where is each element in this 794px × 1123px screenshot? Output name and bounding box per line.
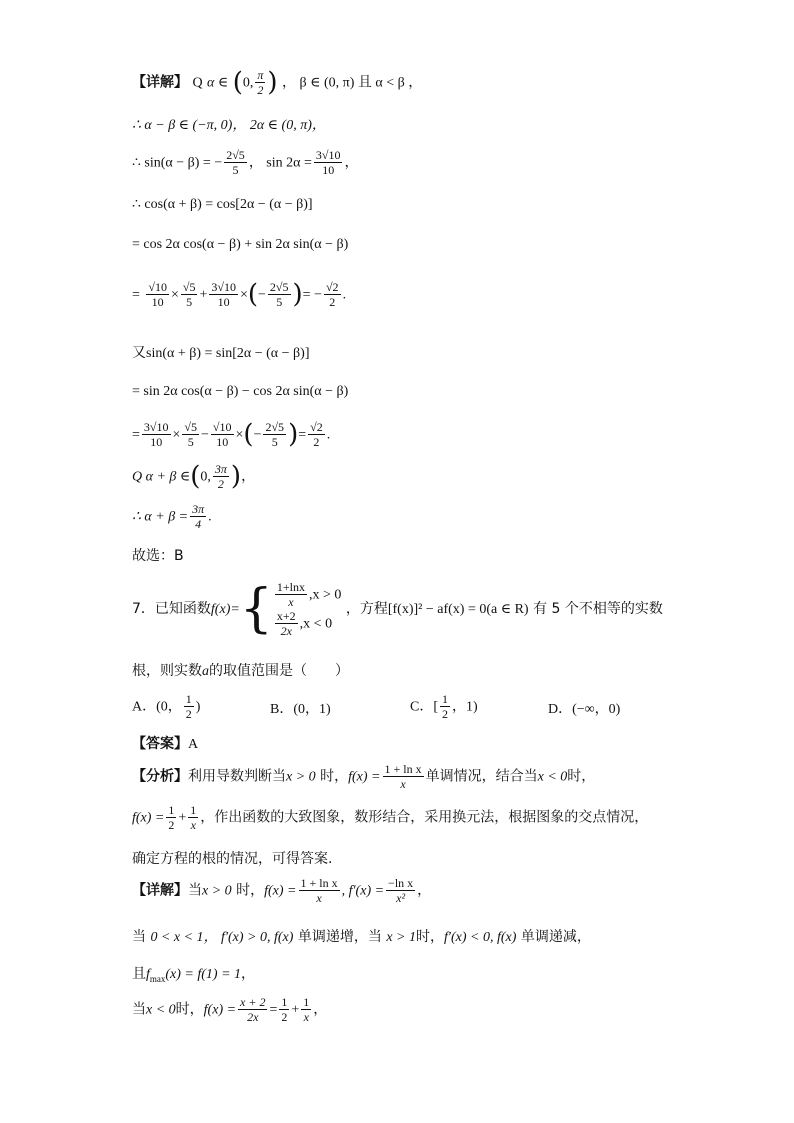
question7-stem-line2: 根，则实数a的取值范围是（ ） [132, 663, 349, 679]
analysis-line3: 确定方程的根的情况，可得答案. [132, 851, 333, 867]
fraction: $\frac{x+2}{2x}$ [276, 609, 296, 638]
option-d[interactable]: D．(−∞，0) [548, 702, 621, 717]
solution6-line8: = sin 2α cos(α − β) − cos 2α sin(α − β) [132, 384, 349, 399]
fraction: $\frac{3√10}{10}$ [143, 420, 169, 449]
alpha-cond: α ∈ [207, 75, 229, 91]
interval-start: 0, [242, 75, 254, 91]
solution6-line9: = $\frac{3√10}{10}$ × $\frac{√5}{5}$ − $\frac{√10}{10}$ ×(− $\frac{2√5}{5}$ )= $\frac{√2}{2}$ . [132, 419, 331, 450]
fraction: $\frac{√5}{5}$ [184, 420, 197, 449]
fraction: $\frac{1}{x}$ [303, 995, 310, 1024]
fraction: $\frac{√2}{2}$ [310, 420, 323, 449]
fraction: $\frac{\pi}{2}$ [257, 68, 264, 97]
answer-line [132, 733, 198, 753]
detail7-line2: 当 0 < x < 1， f′(x) > 0, f(x) 单调递增，当 x > 1时，f′(x) < 0, f(x) 单调递减， [132, 929, 591, 945]
fraction: $\frac{\text{−ln x}}{\text{x²}}$ [388, 876, 414, 905]
analysis-line1: 【分析】利用导数判断当x > 0 时，f(x) = $\frac{\text{1 + ln x}}{x}$ 单调情况，结合当x < 0时， [132, 762, 596, 791]
fraction: $\frac{3\pi}{2}$ [214, 462, 227, 491]
fraction: $\frac{1+\ln x}{x}$ [276, 580, 305, 609]
detail7-line4: 当x < 0时，f(x) = $\frac{x + 2}{2x}$ = $\frac{1}{2}$ + $\frac{1}{x}$ ， [132, 995, 328, 1024]
answer-label: 【答案】 [132, 736, 188, 752]
option-b[interactable]: B．(0，1) [270, 702, 331, 717]
analysis-label: 【分析】 [132, 768, 188, 785]
solution6-line5: = cos 2α cos(α − β) + sin 2α sin(α − β) [132, 237, 349, 252]
fraction: $\frac{√10}{10}$ [212, 420, 232, 449]
detail7-line3: 且$f_{max}(x) = f(1) = 1$， [132, 966, 256, 984]
solution6-line11: ∴ α + β = $\frac{3\pi}{4}$ . [132, 502, 212, 531]
option-c[interactable]: C．[ $\frac{1}{2}$ ，1) [410, 692, 478, 721]
fraction: $\frac{√10}{10}$ [148, 280, 167, 309]
solution6-line1: 【详解】 Q α ∈ (0, $\frac{\pi}{2}$ ) ， β ∈ (0, π) 且 α < β ， [132, 67, 423, 98]
solution6-line4: ∴ cos(α + β) = cos[2α − (α − β)] [132, 197, 313, 212]
fraction: $\frac{\text{1 + ln x}}{x}$ [384, 762, 422, 791]
answer-value: A [188, 737, 199, 752]
fraction: $\frac{1}{2}$ [185, 692, 192, 721]
fraction: $\frac{1}{2}$ [168, 803, 175, 832]
option-a[interactable]: A．(0， $\frac{1}{2}$ ) [132, 692, 201, 721]
fraction: $\frac{2√5}{5}$ [265, 420, 285, 449]
fraction: $\frac{1}{x}$ [190, 803, 197, 832]
fraction: $\frac{3√10}{10}$ [315, 148, 341, 177]
fraction: $\frac{1}{2}$ [281, 995, 288, 1024]
because-symbol: Q [192, 75, 203, 91]
piecewise-cases: $\frac{1+\ln x}{x}$ ,x > 0 $\frac{x+2}{2x}$ ,x < 0 [276, 580, 342, 638]
fraction: $\frac{√2}{2}$ [325, 280, 339, 309]
solution6-line2: ∴ α − β ∈ (−π, 0)， 2α ∈ (0, π)， [132, 118, 326, 133]
fraction: $\frac{\text{1 + ln x}}{x}$ [300, 876, 338, 905]
solution6-line7: 又sin(α + β) = sin[2α − (α − β)] [132, 345, 310, 361]
fraction: $\frac{3√10}{10}$ [211, 280, 236, 309]
solution6-line10: Q α + β ∈(0, $\frac{3\pi}{2}$ )， [132, 461, 256, 492]
fraction: $\frac{2√5}{5}$ [269, 280, 289, 309]
analysis-line2: f(x) = $\frac{1}{2}$ + $\frac{1}{x}$ ，作出函数的大致图象，数形结合，采用换元法，根据图象的交点情况， [132, 803, 649, 832]
beta-cond: ， β ∈ (0, π) 且 α < β ， [281, 75, 423, 91]
fraction: $\frac{x + 2}{2x}$ [240, 995, 266, 1024]
solution6-line3: ∴ sin(α − β) = − $\frac{2√5}{5}$ ， sin 2α = $\frac{3√10}{10}$ ， [132, 148, 359, 177]
question7-stem: 7．已知函数f(x)={ $\frac{1+\ln x}{x}$ ,x > 0 $\frac{x+2}{2x}$ ,x < 0 ，方程[f(x)]² − af(x) = 0(a ∈ R) 有 5 个不相等的实数 [132, 579, 663, 639]
fraction: $\frac{√5}{5}$ [182, 280, 196, 309]
detail7-line1: 【详解】当x > 0 时，f(x) = $\frac{\text{1 + ln x}}{x}$ , f′(x) = $\frac{\text{−ln x}}{\text{x²}}$ ， [132, 876, 432, 905]
detail-label: 【详解】 [132, 74, 188, 91]
fraction: $\frac{1}{2}$ [442, 692, 448, 721]
solution6-line6: = $\frac{√10}{10}$ × $\frac{√5}{5}$ + $\frac{3√10}{10}$ ×(− $\frac{2√5}{5}$ )= − $\frac{√2}{2}$ . [132, 279, 347, 310]
fraction: $\frac{2√5}{5}$ [226, 148, 245, 177]
choice-line: 故选：B [132, 548, 184, 564]
fraction: $\frac{3\pi}{4}$ [192, 502, 205, 531]
